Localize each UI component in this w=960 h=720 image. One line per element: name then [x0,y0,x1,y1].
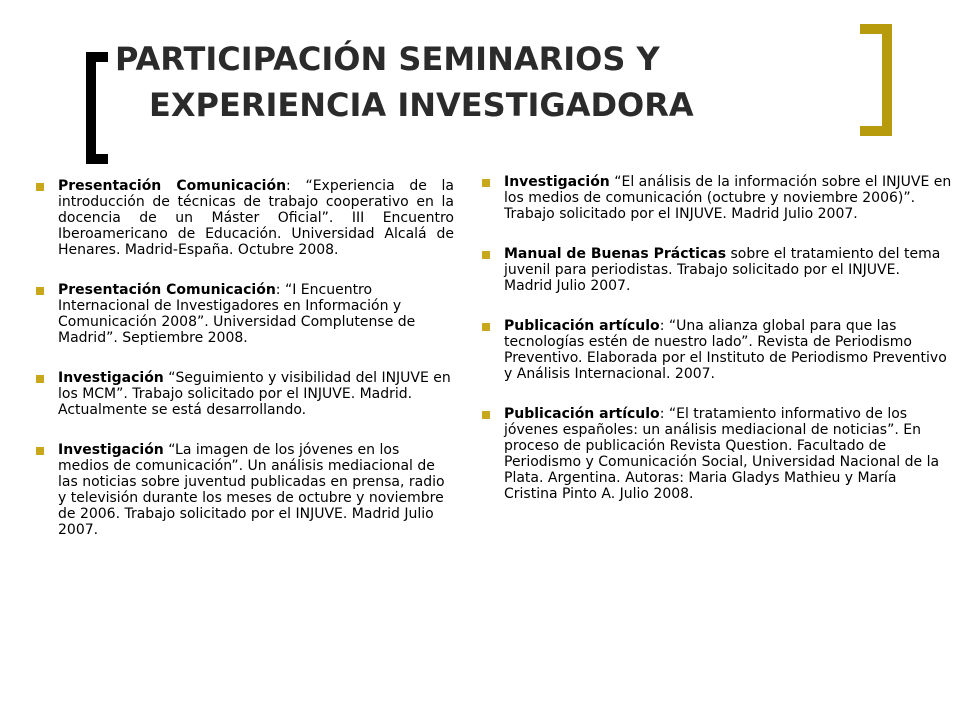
bullet-icon [482,251,490,259]
left-column-list [36,178,454,562]
item-heading: Publicación artículo [504,318,660,334]
item-text: sobre el tratamiento del tema juvenil para periodistas. Trabajo solicitado por el INJUVE. Madrid Julio 2007. [504,246,941,294]
bullet-icon [36,447,44,455]
item-heading: Investigación [58,442,164,458]
item-text: : “I Encuentro Internacional de Investigadores en Información y Comunicación 2008”. Universidad Complutense de Madrid”. Septiembre 2008. [58,282,416,346]
item-heading: Presentación Comunicación [58,178,287,194]
title-line-2: EXPERIENCIA INVESTIGADORA [149,86,694,124]
list-item [36,282,454,346]
slide-title [115,36,855,128]
item-text: : “Una alianza global para que las tecnologías estén de nuestro lado”. Revista de Periodismo Preventivo. Elaborada por el Instituto de Periodismo Preventivo y Análisis Internacional. 2007. [504,318,947,382]
bullet-icon [36,183,44,191]
item-heading: Investigación [504,174,610,190]
right-column-list [482,174,952,526]
list-item [36,178,454,258]
list-item [482,246,952,294]
bullet-icon [36,375,44,383]
item-heading: Publicación artículo [504,406,660,422]
item-text: “El análisis de la información sobre el INJUVE en los medios de comunicación (octubre y noviembre 2006)”. Trabajo solicitado por el INJUVE. Madrid Julio 2007. [504,174,952,222]
item-heading: Investigación [58,370,164,386]
item-heading: Manual de Buenas Prácticas [504,246,727,262]
bullet-icon [482,323,490,331]
title-line-1: PARTICIPACIÓN SEMINARIOS Y [115,40,660,78]
left-bracket-decoration [86,52,108,164]
bullet-icon [36,287,44,295]
bullet-icon [482,179,490,187]
item-text: “Seguimiento y visibilidad del INJUVE en los MCM”. Trabajo solicitado por el INJUVE. Madrid. Actualmente se está desarrollando. [58,370,451,418]
list-item [36,370,454,418]
item-text: : “El tratamiento informativo de los jóvenes españoles: un análisis mediacional de noticias”. En proceso de publicación Revista Question. Facultado de Periodismo y Comunicación Social, Universidad Nacional de la Plata. Argentina. Autoras: Maria Gladys Mathieu y María Cristina Pinto A. Julio 2008. [504,406,940,502]
list-item [482,406,952,502]
item-heading: Presentación Comunicación [58,282,276,298]
bullet-icon [482,411,490,419]
list-item [482,174,952,222]
right-bracket-decoration [860,24,892,136]
item-text: : “Experiencia de la introducción de técnicas de trabajo cooperativo en la docencia de un Máster Oficial”. III Encuentro Iberoamericano de Educación. Universidad Alcalá de Henares. Madrid-España. Octubre 2008. [58,178,455,258]
list-item [482,318,952,382]
item-text: “La imagen de los jóvenes en los medios de comunicación”. Un análisis mediacional de las noticias sobre juventud publicadas en prensa, radio y televisión durante los meses de octubre y noviembre de 2006. Trabajo solicitado por el INJUVE. Madrid Julio 2007. [58,442,445,538]
list-item [36,442,454,538]
